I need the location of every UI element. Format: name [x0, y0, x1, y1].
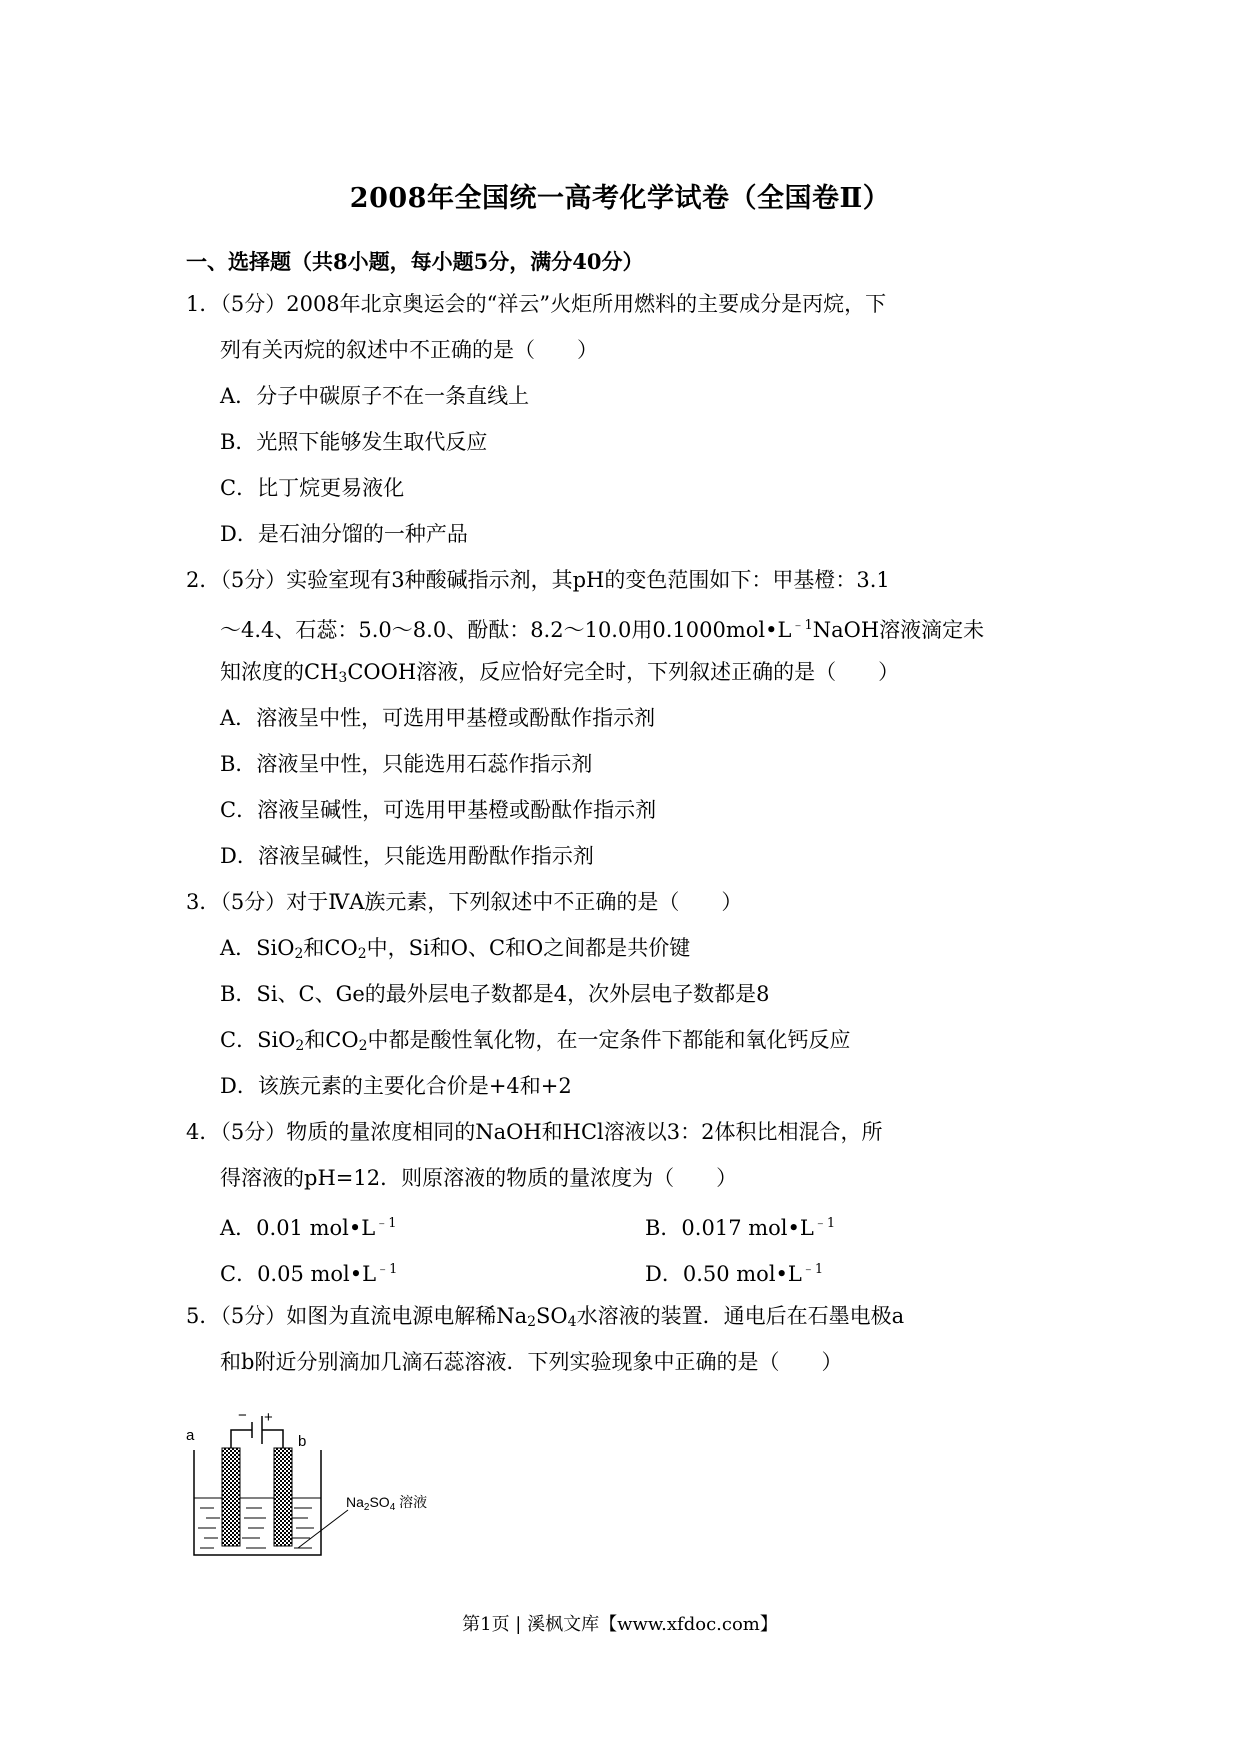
q4-option-b	[645, 1210, 835, 1242]
q2-line2-text-b: NaOH溶液滴定未	[812, 618, 985, 642]
q5-line1-sub-1: 2	[527, 1314, 537, 1330]
q5-stem-line1	[186, 1302, 904, 1336]
page-title: 2008年全国统一高考化学试卷（全国卷Ⅱ）	[349, 183, 891, 214]
q4-option-a	[220, 1210, 396, 1242]
q2-stem-line3	[220, 658, 899, 692]
q2-line2-sup: ﹣1	[791, 618, 813, 633]
q3-a-text-3: 中，Si和O、C和O之间都是共价键	[366, 936, 691, 960]
q4-d-sup: ﹣1	[801, 1262, 824, 1277]
q2-line3-text-a: 知浓度的CH	[220, 660, 339, 684]
q4-option-c	[220, 1256, 397, 1288]
q2-option-a: A．溶液呈中性，可选用甲基橙或酚酞作指示剂	[220, 706, 656, 730]
q3-c-sub-2: 2	[358, 1038, 368, 1054]
q3-a-sub-2: 2	[357, 946, 367, 962]
q2-option-b: B．溶液呈中性，只能选用石蕊作指示剂	[220, 752, 593, 776]
q3-c-text-2: 和CO	[304, 1028, 359, 1052]
label-minus: −	[238, 1410, 247, 1424]
q2-option-d: D．溶液呈碱性，只能选用酚酞作指示剂	[220, 844, 594, 868]
label-plus: +	[264, 1410, 273, 1426]
q1-option-d: D．是石油分馏的一种产品	[220, 522, 468, 546]
electrode-b	[274, 1448, 292, 1546]
q5-stem-line2: 和b附近分别滴加几滴石蕊溶液．下列实验现象中正确的是（ ）	[220, 1350, 843, 1374]
q2-line3-sub: 3	[338, 670, 348, 686]
q4-a-sup: ﹣1	[375, 1216, 397, 1231]
solution-label: $Na_2SO_4$ 溶液	[346, 1494, 428, 1513]
q4-b-text: B．0.017 mol•L	[645, 1216, 814, 1240]
q1-option-a: A．分子中碳原子不在一条直线上	[220, 384, 530, 408]
q3-a-sub-1: 2	[294, 946, 304, 962]
q3-option-c	[220, 1026, 851, 1060]
q4-a-text: A．0.01 mol•L	[220, 1216, 376, 1240]
q3-a-text-1: A．SiO	[220, 936, 295, 960]
q2-line2-text-a: ～4.4、石蕊：5.0～8.0、酚酞：8.2～10.0用0.1000mol•L	[220, 618, 792, 642]
q4-c-sup: ﹣1	[376, 1262, 398, 1277]
wire-b	[262, 1430, 283, 1448]
q5-line1-text-2: SO	[536, 1304, 568, 1328]
q4-option-d	[645, 1256, 823, 1288]
label-a: a	[186, 1427, 195, 1444]
q3-c-text-3: 中都是酸性氧化物，在一定条件下都能和氧化钙反应	[367, 1028, 851, 1052]
beaker-outline	[194, 1450, 321, 1555]
q3-option-d: D．该族元素的主要化合价是+4和+2	[220, 1074, 572, 1098]
wire-a	[231, 1430, 252, 1448]
section-heading: 一、选择题（共8小题，每小题5分，满分40分）	[186, 249, 644, 274]
solution-hatching	[198, 1508, 314, 1548]
q3-a-text-2: 和CO	[303, 936, 358, 960]
q3-option-b: B．Si、C、Ge的最外层电子数都是4，次外层电子数都是8	[220, 982, 770, 1006]
q3-stem-line1: 3．（5分）对于ⅣA族元素，下列叙述中不正确的是（ ）	[186, 890, 743, 914]
q1-option-c: C．比丁烷更易液化	[220, 476, 405, 500]
q1-option-b: B．光照下能够发生取代反应	[220, 430, 488, 454]
page-footer: 第1页 | 溪枫文库【www.xfdoc.com】	[462, 1614, 778, 1635]
q2-option-c: C．溶液呈碱性，可选用甲基橙或酚酞作指示剂	[220, 798, 657, 822]
q2-line3-text-b: COOH溶液，反应恰好完全时，下列叙述正确的是（ ）	[347, 660, 900, 684]
label-b: b	[298, 1433, 307, 1450]
q1-stem-line2: 列有关丙烷的叙述中不正确的是（ ）	[220, 338, 598, 362]
electrode-a	[222, 1448, 240, 1546]
q2-stem-line1: 2．（5分）实验室现有3种酸碱指示剂，其pH的变色范围如下：甲基橙：3.1	[186, 568, 890, 592]
q4-stem-line2: 得溶液的pH=12．则原溶液的物质的量浓度为（ ）	[220, 1166, 738, 1190]
q4-c-text: C．0.05 mol•L	[220, 1262, 377, 1286]
q3-option-a	[220, 934, 690, 968]
q4-b-sup: ﹣1	[813, 1216, 836, 1231]
q5-line1-sub-2: 4	[567, 1314, 577, 1330]
q4-stem-line1: 4．（5分）物质的量浓度相同的NaOH和HCl溶液以3：2体积比相混合，所	[186, 1120, 883, 1144]
q3-c-sub-1: 2	[295, 1038, 305, 1054]
solution-leader-line	[298, 1510, 348, 1548]
electrolysis-apparatus-figure	[186, 1410, 456, 1560]
q3-c-text-1: C．SiO	[220, 1028, 296, 1052]
q4-d-text: D．0.50 mol•L	[645, 1262, 802, 1286]
q1-stem-line1: 1．（5分）2008年北京奥运会的“祥云”火炬所用燃料的主要成分是丙烷，下	[186, 292, 887, 316]
q5-line1-text-3: 水溶液的装置．通电后在石墨电极a	[576, 1304, 905, 1328]
q5-line1-text-1: 5．（5分）如图为直流电源电解稀Na	[186, 1304, 528, 1328]
q2-stem-line2	[220, 612, 984, 644]
